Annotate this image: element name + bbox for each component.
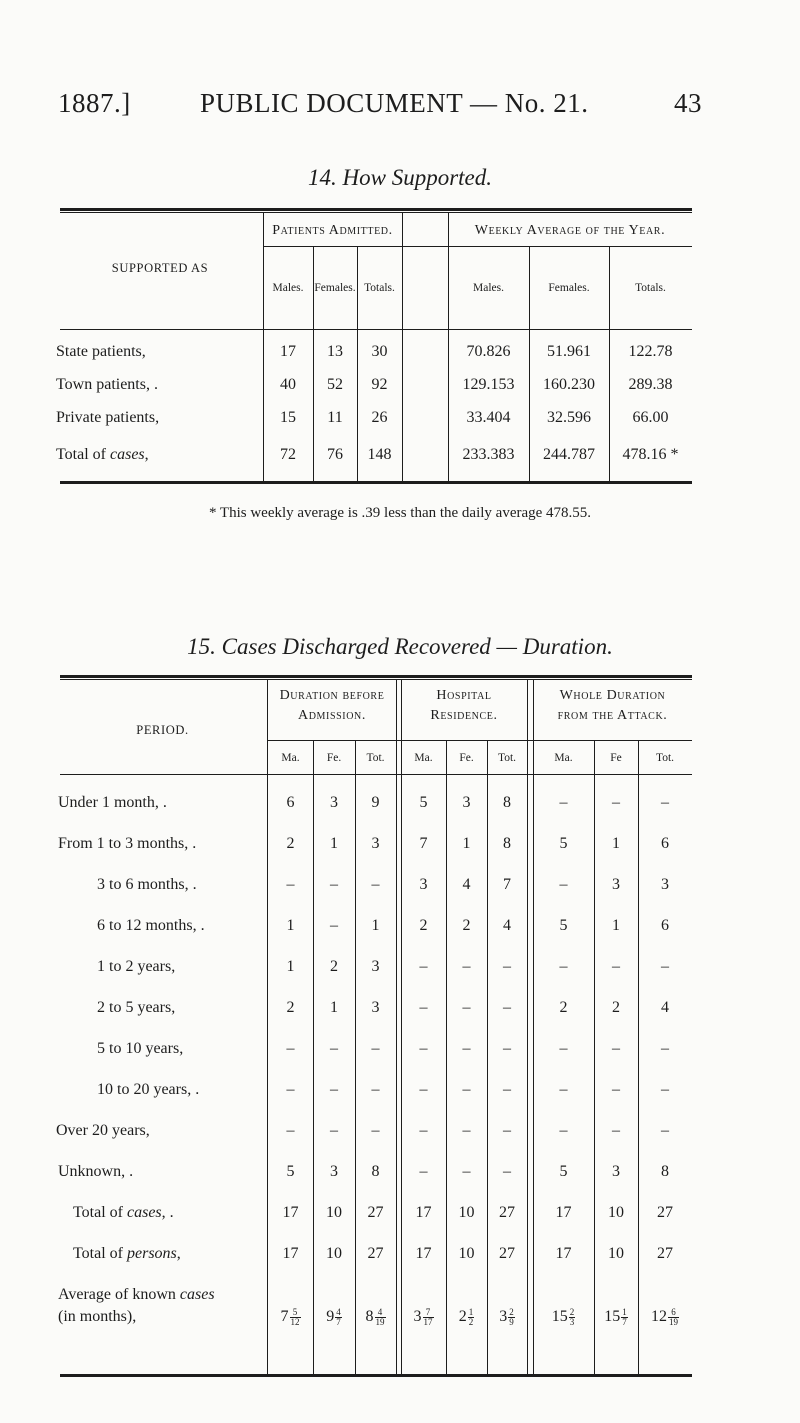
table-cell: –	[661, 1122, 669, 1139]
col-header: Ma.	[414, 752, 433, 764]
fraction-numerator: 2	[509, 1307, 514, 1317]
table15-title: 15. Cases Discharged Recovered — Duration.	[187, 634, 613, 659]
table-cell: –	[419, 999, 428, 1016]
row-label: From 1 to 3 months, .	[58, 835, 197, 852]
fraction-whole: 3	[413, 1308, 422, 1326]
table-cell: –	[419, 1163, 428, 1180]
table-cell: 17	[280, 343, 296, 360]
table-cell: –	[559, 1081, 568, 1098]
table-cell: 5	[559, 1163, 568, 1180]
average-label: Average of known cases	[58, 1286, 215, 1303]
row-label: Total of cases,	[56, 446, 149, 463]
average-cell	[268, 1308, 313, 1327]
table-cell: –	[419, 958, 428, 975]
table-cell: 8	[371, 1163, 380, 1180]
average-cell	[594, 1308, 638, 1327]
fraction	[668, 1308, 679, 1327]
table-cell: 5	[286, 1163, 295, 1180]
table-cell: 129.153	[462, 376, 515, 393]
table-cell: 10	[458, 1204, 475, 1221]
average-cell	[533, 1308, 594, 1327]
table-cell: 33.404	[466, 409, 511, 426]
table-cell: 92	[371, 376, 388, 393]
table-cell: 5	[559, 917, 568, 934]
header-year: 1887.]	[58, 88, 131, 118]
table-cell: –	[503, 1163, 511, 1180]
table-cell: 122.78	[628, 343, 673, 360]
table-cell: –	[612, 958, 620, 975]
table-cell: 10	[326, 1204, 342, 1221]
table-cell: –	[559, 794, 568, 811]
table15-group-whole-2: from the Attack.	[557, 708, 668, 723]
table-cell: 27	[499, 1245, 515, 1262]
table-cell: 1	[612, 917, 620, 934]
table-cell: 289.38	[628, 376, 673, 393]
table-cell: 3	[371, 958, 380, 975]
fraction	[290, 1308, 301, 1327]
table-cell: –	[286, 1122, 295, 1139]
fraction-denominator: 19	[669, 1317, 678, 1327]
table-cell: 1	[286, 958, 295, 975]
table15-top-rule	[60, 675, 692, 678]
fraction-whole: 3	[499, 1308, 508, 1326]
table14-row-header: SUPPORTED AS	[111, 261, 209, 275]
table-cell: 13	[327, 343, 343, 360]
table-cell: –	[371, 1122, 380, 1139]
table-cell: –	[419, 1122, 428, 1139]
table-cell: –	[503, 1081, 511, 1098]
table14-bottom-rule	[60, 481, 692, 484]
row-label: 2 to 5 years,	[97, 999, 176, 1016]
table-cell: 3	[661, 876, 669, 893]
average-cell	[313, 1308, 355, 1327]
table-cell: 17	[415, 1204, 432, 1221]
table15-group-before-admission: Duration before	[279, 688, 385, 703]
table-cell: 3	[612, 876, 620, 893]
col-header: Fe	[610, 752, 622, 764]
col-header: Females.	[548, 282, 590, 294]
col-header: Females.	[314, 282, 356, 294]
row-label: Over 20 years,	[56, 1122, 150, 1139]
table-cell: –	[371, 1040, 380, 1057]
table-cell: –	[371, 876, 380, 893]
col-header: Totals.	[364, 282, 395, 294]
col-header: Fe.	[326, 752, 342, 764]
row-label: Total of persons,	[73, 1245, 181, 1262]
row-label: 10 to 20 years, .	[97, 1081, 200, 1098]
table-cell: 27	[657, 1245, 673, 1262]
table-cell: –	[503, 999, 511, 1016]
row-label: 3 to 6 months, .	[97, 876, 197, 893]
col-header: Males.	[473, 282, 504, 294]
table-cell: 30	[371, 343, 388, 360]
col-header: Fe.	[459, 752, 474, 764]
table-cell: –	[503, 1040, 511, 1057]
fraction	[508, 1308, 515, 1327]
table-cell: 1	[330, 835, 338, 852]
fraction-denominator: 17	[423, 1317, 433, 1327]
table-cell: –	[661, 1040, 669, 1057]
fraction-whole: 7	[280, 1308, 289, 1326]
row-label: Under 1 month, .	[58, 794, 167, 811]
table-cell: 17	[415, 1245, 432, 1262]
table14-top-rule	[60, 208, 692, 211]
table-cell: –	[419, 1081, 428, 1098]
table-cell: 2	[286, 835, 295, 852]
table-cell: 8	[503, 835, 511, 852]
table-cell: 3	[330, 794, 338, 811]
table14-title: 14. How Supported.	[308, 165, 492, 190]
table-cell: 3	[371, 999, 380, 1016]
table-cell: 2	[286, 999, 295, 1016]
table-cell: –	[559, 876, 568, 893]
average-cell	[487, 1308, 527, 1327]
table14-group-admitted: Patients Admitted.	[272, 223, 393, 238]
col-header: Ma.	[554, 752, 573, 764]
table-cell: 32.596	[547, 409, 591, 426]
table-cell: 478.16 *	[622, 446, 679, 463]
fraction-whole: 2	[458, 1308, 467, 1326]
fraction-numerator: 7	[423, 1308, 434, 1318]
table-cell: –	[559, 1122, 568, 1139]
table-cell: 4	[462, 876, 471, 893]
table-cell: 6	[661, 917, 669, 934]
table-cell: –	[503, 1122, 511, 1139]
table-cell: 3	[612, 1163, 620, 1180]
table-cell: 1	[330, 999, 338, 1016]
table-cell: –	[462, 1122, 471, 1139]
fraction-denominator: 7	[336, 1317, 341, 1327]
fraction-numerator: 6	[668, 1308, 679, 1318]
table-cell: 2	[330, 958, 338, 975]
average-label-2: (in months),	[58, 1308, 137, 1325]
table-cell: 10	[458, 1245, 475, 1262]
table15-group-hospital: Hospital	[436, 688, 492, 703]
table14-footnote: * This weekly average is .39 less than the daily average 478.55.	[208, 505, 592, 521]
table-cell: 2	[559, 999, 568, 1016]
table-cell: 27	[367, 1245, 384, 1262]
table-cell: –	[330, 917, 338, 934]
fraction	[335, 1308, 342, 1327]
table-cell: 5	[559, 835, 568, 852]
row-label: 6 to 12 months, .	[97, 917, 205, 934]
row-label: Private patients,	[56, 409, 160, 426]
table15-row-header: PERIOD.	[136, 723, 189, 737]
fraction-denominator: 2	[468, 1317, 474, 1327]
table-cell: 27	[657, 1204, 673, 1221]
table-cell: –	[462, 1081, 471, 1098]
table-cell: –	[286, 1040, 295, 1057]
fraction-denominator: 19	[375, 1317, 385, 1327]
table-cell: –	[612, 794, 620, 811]
fraction-denominator: 12	[290, 1317, 300, 1327]
table-cell: –	[286, 1081, 295, 1098]
table-cell: –	[330, 876, 338, 893]
row-label: Unknown, .	[58, 1163, 134, 1180]
table-cell: 40	[280, 376, 296, 393]
table-cell: 2	[462, 917, 471, 934]
table-cell: 1	[371, 917, 380, 934]
average-cell	[638, 1308, 692, 1327]
table14-group-weekly: Weekly Average of the Year.	[474, 223, 666, 238]
table-cell: 51.961	[547, 343, 591, 360]
table-cell: 6	[286, 794, 295, 811]
table-cell: 7	[419, 835, 428, 852]
table-cell: 7	[503, 876, 511, 893]
row-label: 1 to 2 years,	[97, 958, 176, 975]
table-cell: –	[661, 794, 669, 811]
table-cell: 9	[371, 794, 380, 811]
table-cell: 17	[555, 1204, 572, 1221]
table-cell: –	[661, 958, 669, 975]
row-label: Town patients, .	[56, 376, 158, 393]
table-cell: –	[661, 1081, 669, 1098]
col-header: Totals.	[635, 282, 666, 294]
table-cell: 3	[330, 1163, 338, 1180]
table-cell: 5	[419, 794, 428, 811]
table-cell: 6	[661, 835, 669, 852]
table-cell: 10	[326, 1245, 342, 1262]
row-label: 5 to 10 years,	[97, 1040, 184, 1057]
fraction-whole: 15	[604, 1308, 621, 1326]
table-cell: 3	[371, 835, 380, 852]
row-label: Total of cases, .	[73, 1204, 174, 1221]
fraction-numerator: 1	[622, 1307, 627, 1317]
fraction-numerator: 1	[468, 1307, 474, 1317]
average-cell	[401, 1308, 446, 1327]
table-cell: 4	[503, 917, 511, 934]
table-cell: –	[462, 1040, 471, 1057]
table-cell: 3	[419, 876, 428, 893]
table-cell: –	[330, 1081, 338, 1098]
col-header: Males.	[272, 282, 304, 294]
table15-group-before-admission-2: Admission.	[298, 708, 366, 723]
col-header: Tot.	[366, 752, 385, 764]
fraction-whole: 12	[651, 1308, 667, 1326]
table-cell: –	[330, 1122, 338, 1139]
fraction-whole: 8	[365, 1308, 374, 1326]
table-cell: –	[286, 876, 295, 893]
fraction	[621, 1308, 628, 1327]
fraction	[569, 1308, 576, 1327]
table15-group-hospital-2: Residence.	[430, 708, 498, 723]
table-cell: 17	[282, 1245, 299, 1262]
row-label: State patients,	[56, 343, 146, 360]
fraction-numerator: 5	[290, 1308, 301, 1318]
table-cell: –	[559, 958, 568, 975]
table-cell: 244.787	[543, 446, 595, 463]
table-cell: 10	[608, 1245, 624, 1262]
table-cell: 66.00	[632, 409, 669, 426]
table-cell: 52	[327, 376, 343, 393]
table-cell: 8	[661, 1163, 669, 1180]
table-cell: 70.826	[466, 343, 511, 360]
table-cell: 4	[661, 999, 669, 1016]
table-cell: –	[462, 1163, 471, 1180]
fraction-denominator: 3	[569, 1317, 575, 1327]
fraction	[375, 1308, 386, 1327]
average-cell	[446, 1308, 487, 1327]
average-cell	[355, 1308, 396, 1327]
table-cell: 17	[282, 1204, 299, 1221]
table-cell: 15	[280, 409, 296, 426]
col-header: Ma.	[281, 752, 300, 764]
table-cell: 233.383	[462, 446, 515, 463]
table-cell: 2	[612, 999, 620, 1016]
table-cell: –	[612, 1122, 620, 1139]
table15-bottom-rule	[60, 1374, 692, 1377]
fraction-numerator: 4	[336, 1307, 341, 1317]
table-cell: –	[462, 958, 471, 975]
table-cell: 26	[371, 409, 388, 426]
table-cell: –	[371, 1081, 380, 1098]
table-cell: 1	[462, 835, 471, 852]
table-cell: 148	[367, 446, 392, 463]
table-cell: 160.230	[543, 376, 595, 393]
table-cell: –	[612, 1040, 620, 1057]
table-cell: –	[559, 1040, 568, 1057]
table-cell: 1	[612, 835, 620, 852]
fraction-numerator: 4	[375, 1308, 386, 1318]
page-header	[58, 88, 702, 128]
col-header: Tot.	[497, 752, 517, 764]
col-header: Tot.	[655, 752, 675, 764]
table-cell: 10	[608, 1204, 624, 1221]
fraction-whole: 9	[326, 1308, 335, 1326]
fraction-whole: 15	[551, 1308, 568, 1326]
table-cell: 17	[555, 1245, 572, 1262]
table-cell: –	[462, 999, 471, 1016]
table-cell: 2	[419, 917, 428, 934]
fraction-numerator: 2	[569, 1307, 575, 1317]
table-cell: 27	[499, 1204, 515, 1221]
table-cell: 1	[286, 917, 295, 934]
table-cell: 27	[367, 1204, 384, 1221]
table-cell: –	[419, 1040, 428, 1057]
table-cell: –	[503, 958, 511, 975]
table-cell: 76	[327, 446, 343, 463]
fraction-denominator: 9	[509, 1317, 514, 1327]
table-cell: 72	[280, 446, 296, 463]
table-cell: –	[330, 1040, 338, 1057]
table15-group-whole: Whole Duration	[559, 688, 666, 703]
fraction	[423, 1308, 434, 1327]
table-cell: 8	[503, 794, 511, 811]
table-cell: 11	[327, 409, 343, 426]
fraction-denominator: 7	[622, 1317, 627, 1327]
page-number: 43	[674, 88, 702, 118]
table-cell: 3	[462, 794, 471, 811]
fraction	[468, 1308, 475, 1327]
table-cell: –	[612, 1081, 620, 1098]
header-title: PUBLIC DOCUMENT — No. 21.	[200, 88, 589, 118]
